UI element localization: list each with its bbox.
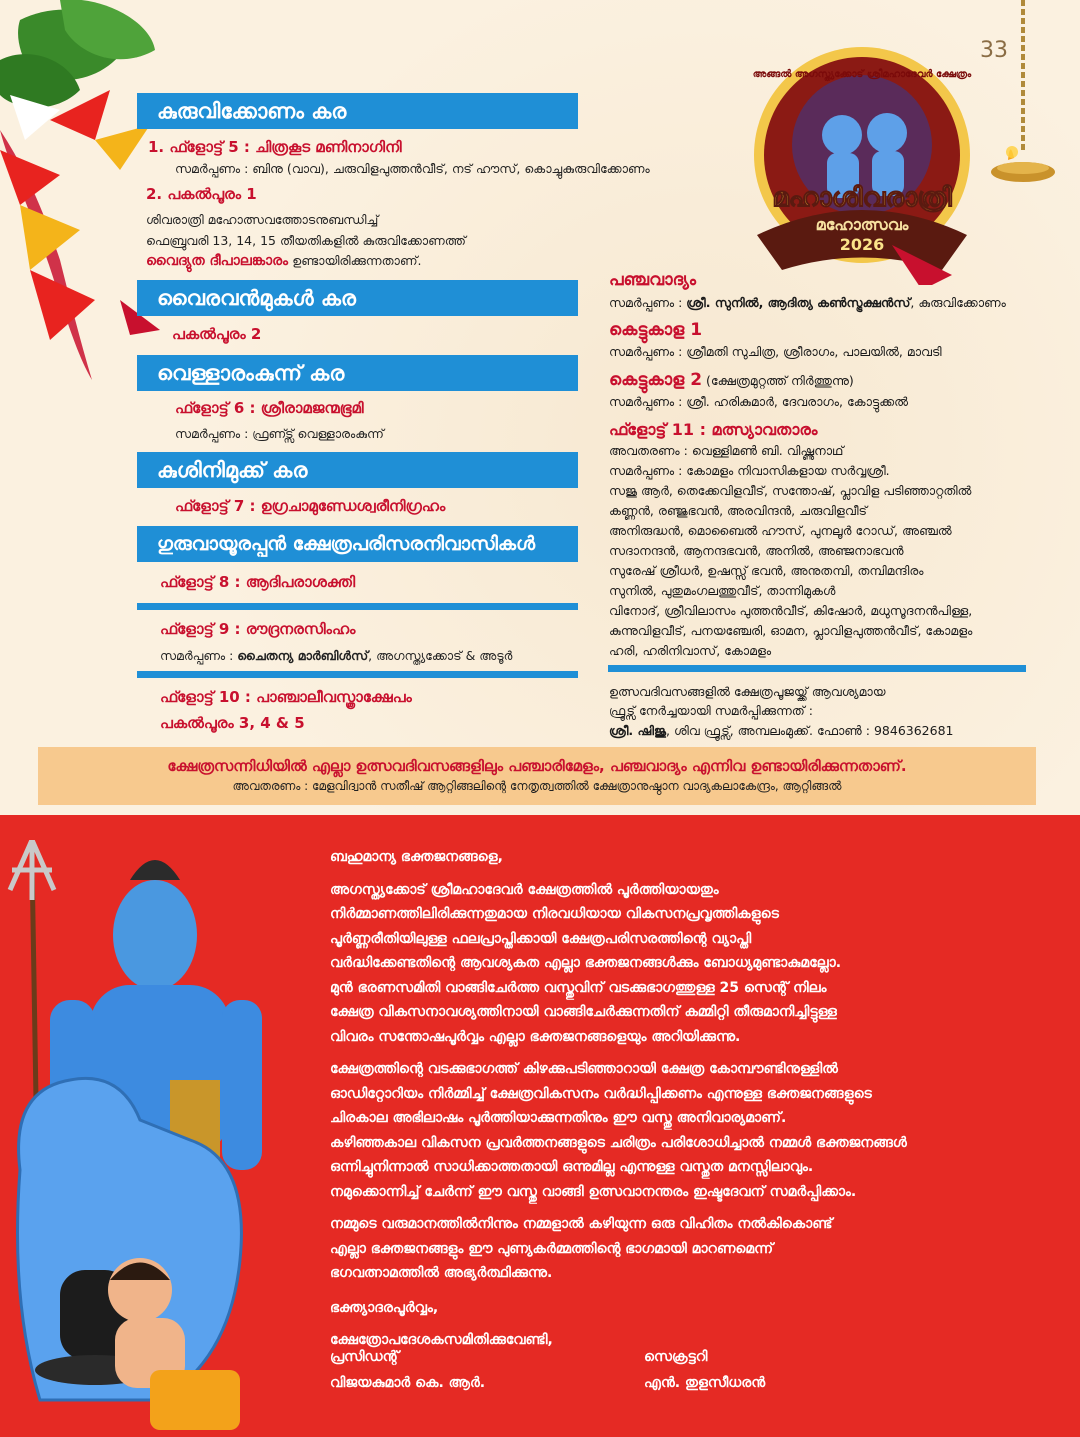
kettukala1-dedication: സമർപ്പണം : ശ്രീമതി സുചിത്ര, ശ്രീരാഗം, പാലയിൽ, മാവടി <box>609 344 942 359</box>
section-heading-kurukkonam: കുരുവിക്കോണം കര <box>137 93 578 129</box>
divider-right <box>608 665 1026 672</box>
float11-line: കുന്നുവിളവീട്, പനയഞ്ചേരി, ഓമന, പ്ലാവിളപുത്തൻവീട്, കോമളം <box>609 623 973 638</box>
float9-dedication <box>160 648 512 664</box>
illumination-note <box>146 253 422 269</box>
letter-line: പൂർണ്ണരീതിയിലുള്ള ഫലപ്രാപ്തിക്കായി ക്ഷേത്രപരിസരത്തിന്റെ വ്യാപ്തി <box>330 930 752 947</box>
pakalpooram1-line1: ശിവരാത്രി മഹോത്സവത്തോടനുബന്ധിച്ച് <box>146 212 379 227</box>
float11-line: ഹരി, ഹരിനിവാസ്, കോമളം <box>609 643 772 658</box>
float11-line: സുനിൽ, പുതുമംഗലത്തുവീട്, താന്നിമുകൾ <box>609 583 836 598</box>
section-heading-vairavanmukal: വൈരവൻമുകൾ കര <box>137 280 578 316</box>
secretary-label: സെക്രട്ടറി <box>644 1349 708 1365</box>
festival-emblem <box>742 45 982 285</box>
president-name: വിജയകുമാർ കെ. ആർ. <box>330 1375 486 1391</box>
panchavadyam-label: സമർപ്പണം : <box>609 295 687 310</box>
secretary-name: എൻ. തുളസീധരൻ <box>644 1375 766 1391</box>
kettukala2-heading-row <box>609 370 854 391</box>
letter-committee: ക്ഷേത്രോപദേശകസമിതിക്കുവേണ്ടി, <box>330 1332 553 1348</box>
panchavadyam-tail: , കുരുവിക്കോണം <box>910 295 1006 310</box>
pakalpooram345: പകൽപൂരം 3, 4 & 5 <box>160 714 305 732</box>
section-heading-guruvayoor: ഗുരുവായൂരപ്പൻ ക്ഷേത്രപരിസരനിവാസികൾ <box>137 526 578 562</box>
panchavadyam-sponsor: ശ്രീ. സുനിൽ, ആദിത്യ കൺസ്ട്രക്ഷൻസ് <box>686 295 911 310</box>
illumination-tail: ഉണ്ടായിരിക്കുന്നതാണ്. <box>292 253 422 268</box>
letter-line: എല്ലാ ഭക്തജനങ്ങളും ഈ പുണ്യകർമ്മത്തിന്റെ ഭാഗമായി മാറണമെന്ന് <box>330 1240 774 1257</box>
float11-line: അനിരുദ്ധൻ, മൊബൈൽ ഹൗസ്, പുനലൂർ റോഡ്, അഞ്ചൽ <box>609 523 952 538</box>
letter-line: വിവരം സന്തോഷപൂർവ്വം എല്ലാ ഭക്തജനങ്ങളെയും അറിയിക്കുന്നു. <box>330 1028 741 1045</box>
kettukala2-dedication: സമർപ്പണം : ശ്രീ. ഹരികുമാർ, ദേവരാഗം, കോട്ടുക്കൽ <box>609 394 909 409</box>
float11-heading: ഫ്ളോട്ട് 11 : മത്സ്യാവതാരം <box>609 420 818 439</box>
fruits-sponsor-tail: , ശിവ ഫ്രൂട്സ്, അമ്പലംമുക്ക്. ഫോൺ : 9846362681 <box>666 723 954 738</box>
float9-dedication-tail: , അഗസ്ത്യക്കോട് & അടൂർ <box>368 648 513 663</box>
letter-greeting: ബഹുമാന്യ ഭക്തജനങ്ങളെ, <box>330 849 503 865</box>
letter-closing: ഭക്ത്യാദരപൂർവ്വം, <box>330 1299 439 1316</box>
float11-line: സുരേഷ് ശ്രീധർ, ഉഷസ്സ് ഭവൻ, അനുതമ്പി, തമ്പിമന്ദിരം <box>609 563 924 578</box>
president-label: പ്രസിഡന്റ് <box>330 1349 400 1365</box>
kettukala1-heading: കെട്ടുകാള 1 <box>609 320 703 340</box>
letter-line: അഗസ്ത്യക്കോട് ശ്രീമഹാദേവർ ക്ഷേത്രത്തിൽ പൂർത്തിയായതും <box>330 881 719 898</box>
letter-line: ക്ഷേത്ര വികസനാവശ്യത്തിനായി വാങ്ങിചേർക്കുന്നതിന് കമ്മിറ്റി തീരുമാനിച്ചിട്ടുള്ള <box>330 1004 837 1020</box>
letter-line: ചിരകാല അഭിലാഷം പൂർത്തിയാക്കുന്നതിനും ഈ വസ്തു അനിവാര്യമാണ്. <box>330 1110 787 1126</box>
letter-line: ഓഡിറ്റോറിയം നിർമ്മിച്ച് ക്ഷേത്രവികസനം വർദ്ധിപ്പിക്കണം എന്നുള്ള ഭക്തജനങ്ങളുടെ <box>330 1085 872 1102</box>
emblem-arc-text: അങ്ങൽ അഗസ്ത്യക്കോട് ശ്രീമഹാദേവർ ക്ഷേത്രം <box>752 69 972 80</box>
divider-1 <box>137 603 578 610</box>
letter-line: നമുക്കൊന്നിച്ച് ചേർന്ന് ഈ വസ്തു വാങ്ങി ഉത്സവാനന്തരം ഇഷ്ടദേവന് സമർപ്പിക്കാം. <box>330 1183 857 1200</box>
page-number: 33 <box>980 38 1008 63</box>
letter-line: ക്ഷേത്രത്തിന്റെ വടക്കുഭാഗത്ത് കിഴക്കുപടിഞ്ഞാറായി ക്ഷേത്ര കോമ്പൗണ്ടിനുള്ളിൽ <box>330 1061 838 1077</box>
float11-line: സജു ആർ, തെക്കേവിളവീട്, സന്തോഷ്, പ്ലാവിള പടിഞ്ഞാറ്റതിൽ <box>609 483 972 498</box>
pakalpooram1-line2: ഫെബ്രുവരി 13, 14, 15 തീയതികളിൽ കുരുവിക്കോണത്ത് <box>146 233 466 248</box>
letter-line: ഭഗവത്നാമത്തിൽ അഭ്യർത്ഥിക്കുന്നു. <box>330 1265 553 1281</box>
float11-line: കണ്ണൻ, രഞ്ജുഭവൻ, അരവിന്ദൻ, ചരുവിളവീട് <box>609 503 868 518</box>
float5-title: 1. ഫ്ളോട്ട് 5 : ചിത്രകൂട മണിനാഗിനി <box>148 138 402 156</box>
kettukala2-heading: കെട്ടുകാള 2 <box>609 370 703 390</box>
appeal-section <box>0 815 1080 1437</box>
float10-title: ഫ്ളോട്ട് 10 : പാഞ്ചാലീവസ്ത്രാക്ഷേപം <box>160 688 412 706</box>
fruits-sponsor <box>609 721 954 741</box>
section-heading-vellaramkunnu: വെള്ളാരംകുന്ന് കര <box>137 355 578 391</box>
banner-main: ക്ഷേത്രസന്നിധിയിൽ എല്ലാ ഉത്സവദിവസങ്ങളിലും പഞ്ചാരിമേളം, പഞ്ചവാദ്യം എന്നിവ ഉണ്ടായിരിക്കുന്നതാണ്. <box>167 757 907 775</box>
section-heading-kushinimukku: കുശിനിമുക്ക് കര <box>137 452 578 488</box>
letter-line: മുൻ ഭരണസമിതി വാങ്ങിചേർത്ത വസ്തുവിന് വടക്കുഭാഗത്തുള്ള 25 സെന്റ് നിലം <box>330 979 827 996</box>
fruits-line2: ഫ്രൂട്സ് നേർച്ചയായി സമർപ്പിക്കുന്നത് : <box>609 703 813 718</box>
appeal-letter <box>330 845 1050 1353</box>
letter-line: നമ്മുടെ വരുമാനത്തിൽനിന്നും നമ്മളാൽ കഴിയുന്ന ഒരു വിഹിതം നൽകികൊണ്ട് <box>330 1216 833 1232</box>
emblem-title: മഹാശിവരാത്രി <box>772 183 952 213</box>
shiva-illustration <box>0 840 300 1437</box>
emblem-year: 2026 <box>839 235 885 254</box>
letter-line: വർദ്ധിക്കേണ്ടതിന്റെ ആവശ്യകത എല്ലാ ഭക്തജനങ്ങൾക്കും ബോധ്യമുണ്ടാകുമല്ലോ. <box>330 955 842 971</box>
float9-dedication-name: ചൈതന്യ മാർബിൾസ് <box>237 648 369 663</box>
panchavadyam-dedication <box>609 293 1006 313</box>
float11-line: സദാനന്ദൻ, ആനന്ദഭവൻ, അനിൽ, അഞ്ജനാഭവൻ <box>609 543 904 558</box>
pakalpooram1-title: 2. പകൽപൂരം 1 <box>146 185 257 203</box>
fruits-line1: ഉത്സവദിവസങ്ങളിൽ ക്ഷേത്രപൂജയ്ക്ക് ആവശ്യമായ <box>609 684 886 699</box>
divider-2 <box>137 671 578 678</box>
float9-dedication-label: സമർപ്പണം : <box>160 648 238 663</box>
float7-title: ഫ്ളോട്ട് 7 : ഉഗ്രചാമുണ്ഡേശ്വരീനിഗ്രഹം <box>175 497 446 515</box>
emblem-subtitle: മഹോത്സവം <box>815 215 909 234</box>
illumination-highlight: വൈദ്യുത ദീപാലങ്കാരം <box>146 253 289 269</box>
melam-banner <box>38 747 1036 805</box>
lamp-icon <box>990 0 1070 195</box>
panchavadyam-heading: പഞ്ചവാദ്യം <box>609 270 696 290</box>
fruits-sponsor-name: ശ്രീ. ഷിജു <box>609 723 667 738</box>
pakalpooram2: പകൽപൂരം 2 <box>172 325 262 343</box>
float6-title: ഫ്ളോട്ട് 6 : ശ്രീരാമജന്മഭൂമി <box>175 399 364 417</box>
float11-line: സമർപ്പണം : കോമളം നിവാസികളായ സർവ്വശ്രീ. <box>609 463 890 478</box>
banner-sub: അവതരണം : മേളവിദ്വാൻ സതീഷ് ആറ്റിങ്ങലിന്റെ നേതൃത്വത്തിൽ ക്ഷേത്രാനുഷ്ഠാന വാദ്യകലാകേന്ദ്രം, ആറ്റിങ്ങൽ <box>232 779 842 793</box>
letter-line: നിർമ്മാണത്തിലിരിക്കുന്നതുമായ നിരവധിയായ വികസനപ്രവൃത്തികളുടെ <box>330 906 779 922</box>
float5-dedication: സമർപ്പണം : ബിനു (വാവ), ചരുവിളപുത്തൻവീട്, നട് ഹൗസ്, കൊച്ചുകുരുവിക്കോണം <box>175 161 650 176</box>
letter-line: ഒന്നിച്ചുനിന്നാൽ സാധിക്കാത്തതായി ഒന്നുമില്ല എന്നുള്ള വസ്തുത മനസ്സിലാവും. <box>330 1159 814 1175</box>
float8-title: ഫ്ളോട്ട് 8 : ആദിപരാശക്തി <box>160 573 356 591</box>
float11-line: അവതരണം : വെള്ളിമൺ ബി. വിഷ്ണുനാഥ് <box>609 443 844 458</box>
letter-line: കഴിഞ്ഞകാല വികസന പ്രവർത്തനങ്ങളുടെ ചരിത്രം പരിശോധിച്ചാൽ നമ്മൾ ഭക്തജനങ്ങൾ <box>330 1134 907 1151</box>
float9-title: ഫ്ളോട്ട് 9 : രൗദ്രനരസിംഹം <box>160 620 356 638</box>
float11-line: വിനോദ്, ശ്രീവിലാസം പുത്തൻവീട്, കിഷോർ, മധുസൂദനൻപിള്ള, <box>609 603 973 618</box>
kettukala2-note: (ക്ഷേത്രമുറ്റത്ത് നിർത്തുന്നു) <box>702 373 854 388</box>
float11-list <box>609 441 1029 661</box>
float6-dedication: സമർപ്പണം : ഫ്രണ്ട്സ് വെള്ളാരംകുന്ന് <box>175 426 384 441</box>
